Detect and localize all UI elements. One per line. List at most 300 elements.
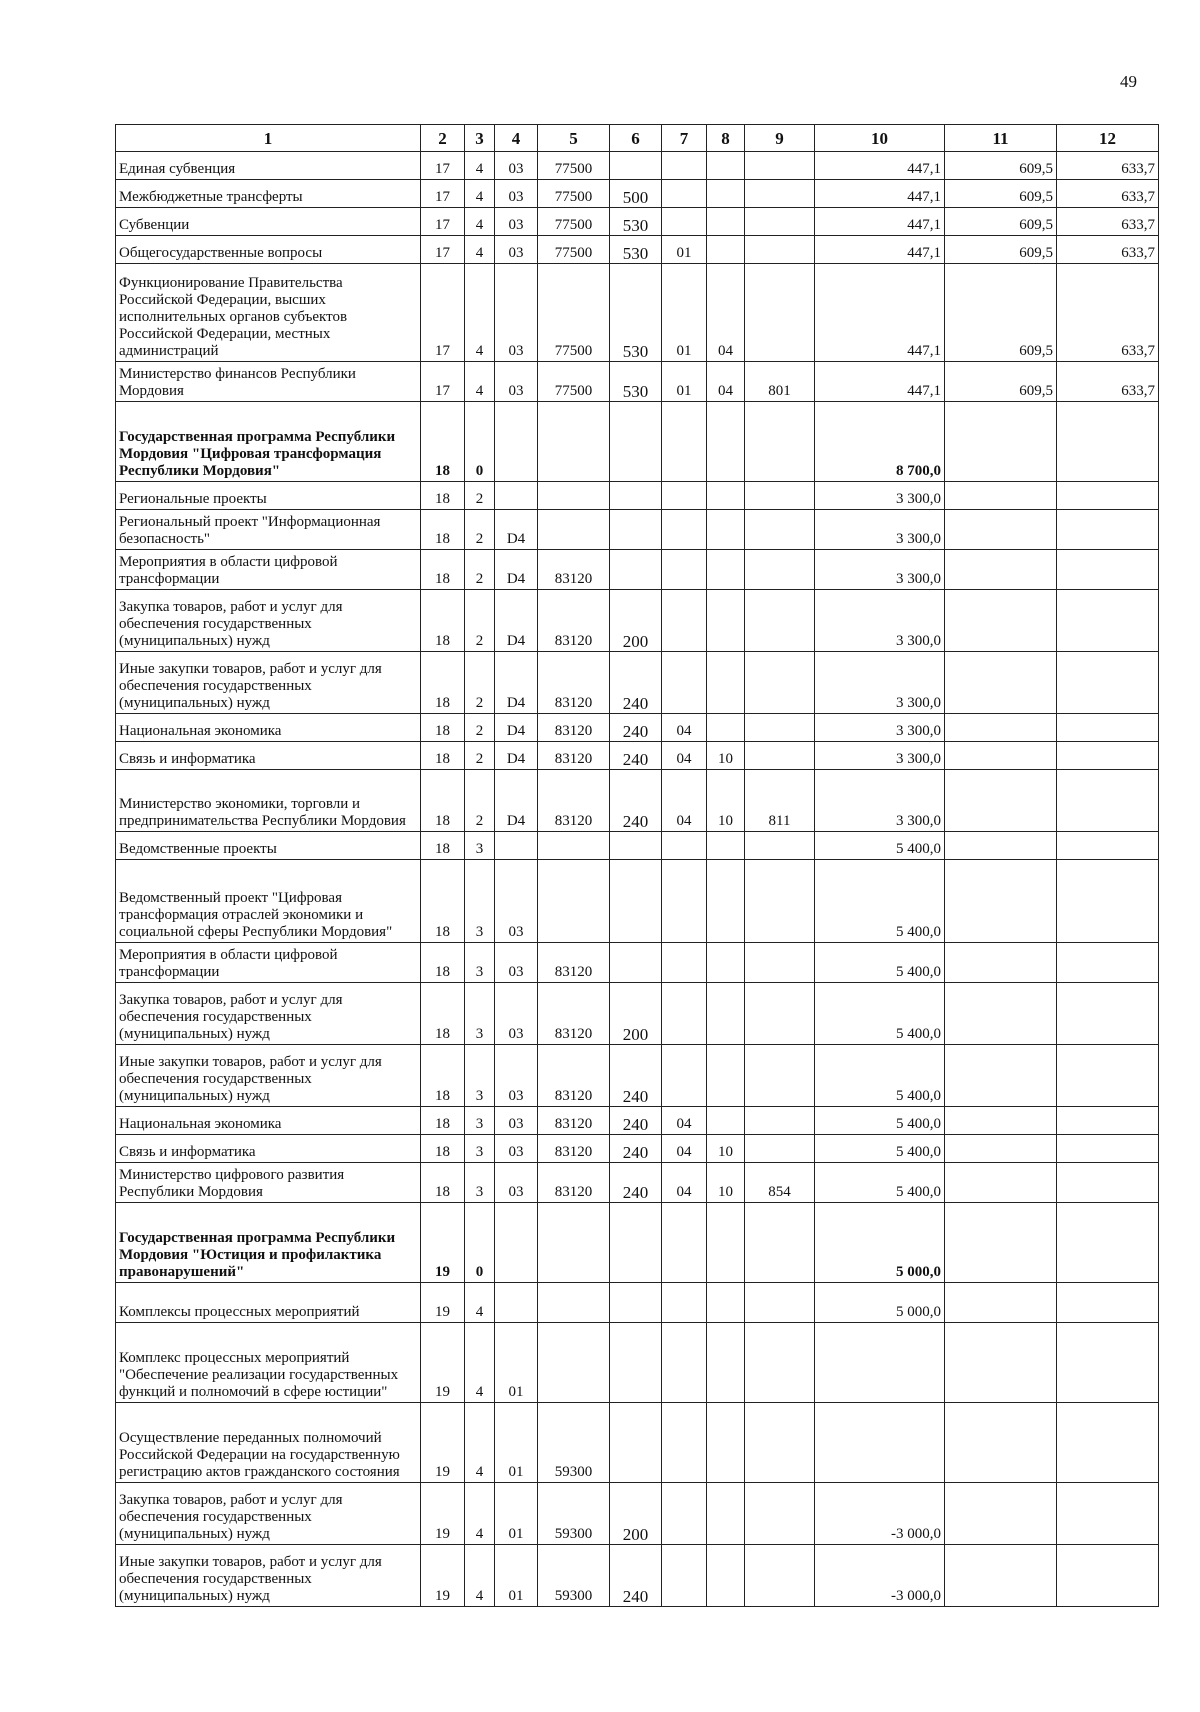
cell-name: Национальная экономика — [116, 714, 421, 742]
cell-section: 04 — [662, 1163, 707, 1203]
table-row — [116, 1403, 1159, 1483]
cell-type — [610, 832, 662, 860]
table-row — [116, 770, 1159, 832]
cell-grp: 17 — [421, 236, 465, 264]
cell-ministry: 854 — [745, 1163, 815, 1203]
cell-section — [662, 1323, 707, 1403]
cell-grp: 18 — [421, 860, 465, 943]
cell-target: 77500 — [538, 362, 610, 402]
table-row — [116, 208, 1159, 236]
cell-amount-2024: 3 300,0 — [815, 550, 945, 590]
cell-amount-2025 — [945, 742, 1057, 770]
col-header: 12 — [1057, 125, 1159, 152]
cell-target: 59300 — [538, 1403, 610, 1483]
cell-grp: 18 — [421, 832, 465, 860]
cell-amount-2026 — [1057, 832, 1159, 860]
cell-amount-2025 — [945, 1135, 1057, 1163]
cell-amount-2024: 5 400,0 — [815, 1135, 945, 1163]
cell-grp: 18 — [421, 550, 465, 590]
cell-code: D4 — [495, 652, 538, 714]
cell-name: Региональный проект "Информационная безопасность" — [116, 510, 421, 550]
cell-subsection — [707, 208, 745, 236]
cell-sub: 4 — [465, 236, 495, 264]
cell-target: 83120 — [538, 1107, 610, 1135]
cell-amount-2026 — [1057, 1203, 1159, 1283]
cell-target — [538, 402, 610, 482]
cell-code: D4 — [495, 590, 538, 652]
cell-ministry — [745, 1545, 815, 1607]
cell-target: 83120 — [538, 652, 610, 714]
cell-target: 83120 — [538, 1163, 610, 1203]
cell-type: 240 — [610, 714, 662, 742]
cell-target: 83120 — [538, 1045, 610, 1107]
cell-sub: 3 — [465, 1135, 495, 1163]
cell-amount-2025 — [945, 860, 1057, 943]
cell-amount-2024: 3 300,0 — [815, 482, 945, 510]
cell-code: 03 — [495, 983, 538, 1045]
cell-subsection: 04 — [707, 264, 745, 362]
table-row — [116, 152, 1159, 180]
cell-amount-2026 — [1057, 943, 1159, 983]
cell-sub: 2 — [465, 742, 495, 770]
table-row — [116, 264, 1159, 362]
cell-type: 530 — [610, 362, 662, 402]
cell-type: 240 — [610, 1163, 662, 1203]
cell-amount-2025: 609,5 — [945, 152, 1057, 180]
table-row — [116, 832, 1159, 860]
cell-ministry — [745, 860, 815, 943]
cell-ministry — [745, 1107, 815, 1135]
cell-grp: 18 — [421, 1045, 465, 1107]
cell-section — [662, 180, 707, 208]
cell-amount-2026 — [1057, 1045, 1159, 1107]
cell-section — [662, 1283, 707, 1323]
cell-amount-2026: 633,7 — [1057, 264, 1159, 362]
cell-type — [610, 402, 662, 482]
cell-code: 01 — [495, 1545, 538, 1607]
cell-amount-2024: 447,1 — [815, 152, 945, 180]
cell-ministry — [745, 1283, 815, 1323]
cell-section — [662, 1203, 707, 1283]
cell-subsection — [707, 1323, 745, 1403]
cell-name: Ведомственный проект "Цифровая трансформация отраслей экономики и социальной сферы Республики Мордовия" — [116, 860, 421, 943]
cell-name: Иные закупки товаров, работ и услуг для обеспечения государственных (муниципальных) нужд — [116, 1545, 421, 1607]
cell-sub: 3 — [465, 860, 495, 943]
cell-amount-2026 — [1057, 1323, 1159, 1403]
cell-grp: 18 — [421, 770, 465, 832]
table-row — [116, 180, 1159, 208]
col-header: 6 — [610, 125, 662, 152]
cell-type — [610, 943, 662, 983]
cell-target — [538, 1323, 610, 1403]
cell-subsection — [707, 590, 745, 652]
col-header: 11 — [945, 125, 1057, 152]
cell-type: 240 — [610, 1135, 662, 1163]
cell-amount-2024 — [815, 1323, 945, 1403]
cell-amount-2026 — [1057, 590, 1159, 652]
cell-target: 83120 — [538, 1135, 610, 1163]
cell-subsection — [707, 832, 745, 860]
cell-amount-2024: 3 300,0 — [815, 652, 945, 714]
cell-type — [610, 1323, 662, 1403]
cell-subsection: 10 — [707, 1135, 745, 1163]
table-row — [116, 402, 1159, 482]
cell-ministry — [745, 1403, 815, 1483]
cell-code: D4 — [495, 510, 538, 550]
cell-type — [610, 510, 662, 550]
cell-sub: 4 — [465, 208, 495, 236]
cell-amount-2025 — [945, 482, 1057, 510]
header-row — [116, 125, 1159, 152]
cell-grp: 18 — [421, 402, 465, 482]
cell-amount-2026 — [1057, 742, 1159, 770]
cell-grp: 18 — [421, 590, 465, 652]
table-row — [116, 362, 1159, 402]
cell-section — [662, 1045, 707, 1107]
cell-amount-2024: -3 000,0 — [815, 1545, 945, 1607]
cell-ministry — [745, 402, 815, 482]
cell-type — [610, 550, 662, 590]
cell-name: Министерство цифрового развития Республики Мордовия — [116, 1163, 421, 1203]
cell-code: 03 — [495, 1045, 538, 1107]
cell-code: 03 — [495, 1107, 538, 1135]
table-row — [116, 1483, 1159, 1545]
cell-type: 240 — [610, 1045, 662, 1107]
cell-sub: 2 — [465, 590, 495, 652]
cell-section: 04 — [662, 714, 707, 742]
cell-amount-2024: 5 000,0 — [815, 1203, 945, 1283]
cell-sub: 3 — [465, 832, 495, 860]
cell-section — [662, 208, 707, 236]
cell-grp: 18 — [421, 714, 465, 742]
cell-amount-2026 — [1057, 1135, 1159, 1163]
cell-sub: 2 — [465, 482, 495, 510]
cell-sub: 4 — [465, 362, 495, 402]
cell-target: 59300 — [538, 1483, 610, 1545]
cell-amount-2024: 3 300,0 — [815, 770, 945, 832]
cell-target — [538, 482, 610, 510]
cell-amount-2026 — [1057, 482, 1159, 510]
cell-section — [662, 652, 707, 714]
cell-ministry — [745, 482, 815, 510]
cell-target: 83120 — [538, 983, 610, 1045]
cell-amount-2026: 633,7 — [1057, 152, 1159, 180]
cell-ministry — [745, 236, 815, 264]
col-header: 4 — [495, 125, 538, 152]
cell-section: 04 — [662, 742, 707, 770]
cell-name: Осуществление переданных полномочий Российской Федерации на государственную регистрацию актов гражданского состояния — [116, 1403, 421, 1483]
cell-sub: 2 — [465, 550, 495, 590]
cell-target — [538, 1203, 610, 1283]
cell-grp: 19 — [421, 1403, 465, 1483]
cell-code: 03 — [495, 860, 538, 943]
cell-amount-2026: 633,7 — [1057, 362, 1159, 402]
cell-amount-2026 — [1057, 510, 1159, 550]
cell-subsection — [707, 510, 745, 550]
cell-code: 03 — [495, 1163, 538, 1203]
table-row — [116, 1545, 1159, 1607]
cell-type: 240 — [610, 742, 662, 770]
cell-code — [495, 832, 538, 860]
cell-code: 03 — [495, 208, 538, 236]
cell-amount-2026: 633,7 — [1057, 208, 1159, 236]
table-row — [116, 714, 1159, 742]
cell-name: Закупка товаров, работ и услуг для обеспечения государственных (муниципальных) нужд — [116, 983, 421, 1045]
cell-subsection — [707, 1545, 745, 1607]
table-row — [116, 550, 1159, 590]
cell-subsection — [707, 152, 745, 180]
cell-amount-2024: -3 000,0 — [815, 1483, 945, 1545]
cell-amount-2026 — [1057, 983, 1159, 1045]
cell-name: Общегосударственные вопросы — [116, 236, 421, 264]
cell-amount-2025 — [945, 1203, 1057, 1283]
cell-amount-2024: 3 300,0 — [815, 742, 945, 770]
cell-grp: 18 — [421, 983, 465, 1045]
cell-subsection — [707, 1203, 745, 1283]
cell-amount-2026 — [1057, 1483, 1159, 1545]
cell-grp: 18 — [421, 1107, 465, 1135]
cell-subsection — [707, 1045, 745, 1107]
cell-code: 01 — [495, 1483, 538, 1545]
col-header: 5 — [538, 125, 610, 152]
cell-sub: 0 — [465, 402, 495, 482]
cell-ministry — [745, 180, 815, 208]
table-row — [116, 1203, 1159, 1283]
cell-target: 77500 — [538, 264, 610, 362]
table-row — [116, 236, 1159, 264]
col-header: 7 — [662, 125, 707, 152]
cell-amount-2024: 3 300,0 — [815, 590, 945, 652]
col-header: 9 — [745, 125, 815, 152]
cell-amount-2025 — [945, 402, 1057, 482]
cell-amount-2024: 5 400,0 — [815, 1107, 945, 1135]
cell-grp: 17 — [421, 264, 465, 362]
cell-type: 240 — [610, 1107, 662, 1135]
cell-target: 83120 — [538, 714, 610, 742]
cell-subsection: 10 — [707, 770, 745, 832]
cell-amount-2026: 633,7 — [1057, 236, 1159, 264]
table-row — [116, 1045, 1159, 1107]
cell-name: Субвенции — [116, 208, 421, 236]
cell-amount-2025 — [945, 1483, 1057, 1545]
cell-ministry — [745, 1203, 815, 1283]
cell-sub: 2 — [465, 652, 495, 714]
cell-section: 04 — [662, 1107, 707, 1135]
cell-ministry — [745, 510, 815, 550]
cell-amount-2026 — [1057, 1545, 1159, 1607]
cell-sub: 2 — [465, 770, 495, 832]
cell-amount-2026 — [1057, 1403, 1159, 1483]
cell-grp: 19 — [421, 1545, 465, 1607]
cell-grp: 19 — [421, 1283, 465, 1323]
cell-sub: 3 — [465, 983, 495, 1045]
cell-type — [610, 152, 662, 180]
cell-amount-2026 — [1057, 1107, 1159, 1135]
cell-target: 83120 — [538, 550, 610, 590]
cell-section — [662, 943, 707, 983]
cell-amount-2025 — [945, 1545, 1057, 1607]
cell-ministry — [745, 983, 815, 1045]
cell-name: Межбюджетные трансферты — [116, 180, 421, 208]
cell-code: 03 — [495, 362, 538, 402]
cell-amount-2024: 5 400,0 — [815, 832, 945, 860]
cell-section — [662, 152, 707, 180]
cell-grp: 18 — [421, 652, 465, 714]
cell-amount-2025: 609,5 — [945, 362, 1057, 402]
cell-name: Закупка товаров, работ и услуг для обеспечения государственных (муниципальных) нужд — [116, 590, 421, 652]
cell-target: 83120 — [538, 590, 610, 652]
cell-type — [610, 482, 662, 510]
cell-code — [495, 1203, 538, 1283]
cell-name: Государственная программа Республики Мордовия "Цифровая трансформация Республики Мордовия" — [116, 402, 421, 482]
cell-code: 03 — [495, 180, 538, 208]
cell-name: Региональные проекты — [116, 482, 421, 510]
cell-grp: 18 — [421, 1135, 465, 1163]
cell-ministry: 811 — [745, 770, 815, 832]
cell-sub: 4 — [465, 152, 495, 180]
cell-amount-2024: 5 400,0 — [815, 860, 945, 943]
cell-amount-2025 — [945, 510, 1057, 550]
table-row — [116, 943, 1159, 983]
cell-grp: 19 — [421, 1203, 465, 1283]
cell-sub: 3 — [465, 943, 495, 983]
cell-type: 240 — [610, 770, 662, 832]
cell-section — [662, 482, 707, 510]
cell-type: 500 — [610, 180, 662, 208]
cell-section — [662, 550, 707, 590]
cell-section — [662, 860, 707, 943]
cell-amount-2026 — [1057, 1283, 1159, 1323]
cell-target: 83120 — [538, 742, 610, 770]
cell-target — [538, 1283, 610, 1323]
table-row — [116, 510, 1159, 550]
cell-code: 03 — [495, 943, 538, 983]
cell-amount-2024: 5 400,0 — [815, 1045, 945, 1107]
cell-sub: 4 — [465, 1403, 495, 1483]
cell-name: Мероприятия в области цифровой трансформации — [116, 550, 421, 590]
cell-amount-2024: 5 400,0 — [815, 1163, 945, 1203]
col-header: 10 — [815, 125, 945, 152]
cell-section — [662, 983, 707, 1045]
cell-code: D4 — [495, 742, 538, 770]
table-row — [116, 482, 1159, 510]
cell-amount-2024: 3 300,0 — [815, 714, 945, 742]
cell-grp: 18 — [421, 742, 465, 770]
table-row — [116, 1135, 1159, 1163]
cell-amount-2025 — [945, 1403, 1057, 1483]
cell-subsection — [707, 1403, 745, 1483]
table-row — [116, 1323, 1159, 1403]
cell-amount-2026 — [1057, 714, 1159, 742]
cell-grp: 17 — [421, 152, 465, 180]
cell-sub: 4 — [465, 264, 495, 362]
cell-amount-2025 — [945, 714, 1057, 742]
cell-amount-2024: 447,1 — [815, 362, 945, 402]
cell-subsection: 04 — [707, 362, 745, 402]
cell-ministry — [745, 652, 815, 714]
cell-name: Ведомственные проекты — [116, 832, 421, 860]
cell-code — [495, 1283, 538, 1323]
cell-type: 240 — [610, 652, 662, 714]
cell-subsection — [707, 1283, 745, 1323]
cell-subsection — [707, 1483, 745, 1545]
table-row — [116, 590, 1159, 652]
cell-type: 200 — [610, 1483, 662, 1545]
cell-sub: 4 — [465, 1545, 495, 1607]
table-row — [116, 1163, 1159, 1203]
cell-grp: 18 — [421, 943, 465, 983]
cell-code — [495, 482, 538, 510]
cell-sub: 0 — [465, 1203, 495, 1283]
cell-section — [662, 832, 707, 860]
cell-amount-2026 — [1057, 402, 1159, 482]
cell-amount-2024 — [815, 1403, 945, 1483]
cell-amount-2025 — [945, 1163, 1057, 1203]
cell-code: 01 — [495, 1323, 538, 1403]
col-header: 8 — [707, 125, 745, 152]
col-header: 1 — [116, 125, 421, 152]
cell-amount-2026: 633,7 — [1057, 180, 1159, 208]
cell-sub: 4 — [465, 1323, 495, 1403]
cell-subsection — [707, 714, 745, 742]
cell-section: 01 — [662, 362, 707, 402]
cell-amount-2025 — [945, 652, 1057, 714]
cell-ministry — [745, 742, 815, 770]
cell-type: 200 — [610, 590, 662, 652]
table-row — [116, 742, 1159, 770]
cell-name: Национальная экономика — [116, 1107, 421, 1135]
cell-code: 03 — [495, 236, 538, 264]
table-row — [116, 1107, 1159, 1135]
cell-amount-2025 — [945, 1045, 1057, 1107]
cell-code: 01 — [495, 1403, 538, 1483]
cell-type: 200 — [610, 983, 662, 1045]
cell-name: Функционирование Правительства Российской Федерации, высших исполнительных органов субъектов Российской Федерации, местных администраций — [116, 264, 421, 362]
cell-section: 04 — [662, 1135, 707, 1163]
cell-section — [662, 1545, 707, 1607]
cell-name: Связь и информатика — [116, 742, 421, 770]
cell-code: 03 — [495, 1135, 538, 1163]
cell-code: D4 — [495, 550, 538, 590]
cell-ministry — [745, 208, 815, 236]
cell-amount-2025 — [945, 983, 1057, 1045]
cell-sub: 4 — [465, 1483, 495, 1545]
cell-code — [495, 402, 538, 482]
cell-ministry — [745, 832, 815, 860]
cell-subsection: 10 — [707, 742, 745, 770]
cell-amount-2026 — [1057, 652, 1159, 714]
cell-section — [662, 1403, 707, 1483]
cell-name: Связь и информатика — [116, 1135, 421, 1163]
cell-ministry — [745, 943, 815, 983]
cell-name: Министерство экономики, торговли и предпринимательства Республики Мордовия — [116, 770, 421, 832]
cell-grp: 18 — [421, 482, 465, 510]
cell-subsection — [707, 1107, 745, 1135]
cell-name: Иные закупки товаров, работ и услуг для обеспечения государственных (муниципальных) нужд — [116, 652, 421, 714]
cell-ministry — [745, 1483, 815, 1545]
cell-grp: 18 — [421, 1163, 465, 1203]
cell-ministry — [745, 550, 815, 590]
cell-subsection — [707, 983, 745, 1045]
col-header: 2 — [421, 125, 465, 152]
cell-ministry — [745, 1135, 815, 1163]
cell-target: 83120 — [538, 770, 610, 832]
cell-name: Закупка товаров, работ и услуг для обеспечения государственных (муниципальных) нужд — [116, 1483, 421, 1545]
cell-target: 77500 — [538, 180, 610, 208]
cell-sub: 2 — [465, 510, 495, 550]
cell-sub: 4 — [465, 180, 495, 208]
cell-name: Комплексы процессных мероприятий — [116, 1283, 421, 1323]
